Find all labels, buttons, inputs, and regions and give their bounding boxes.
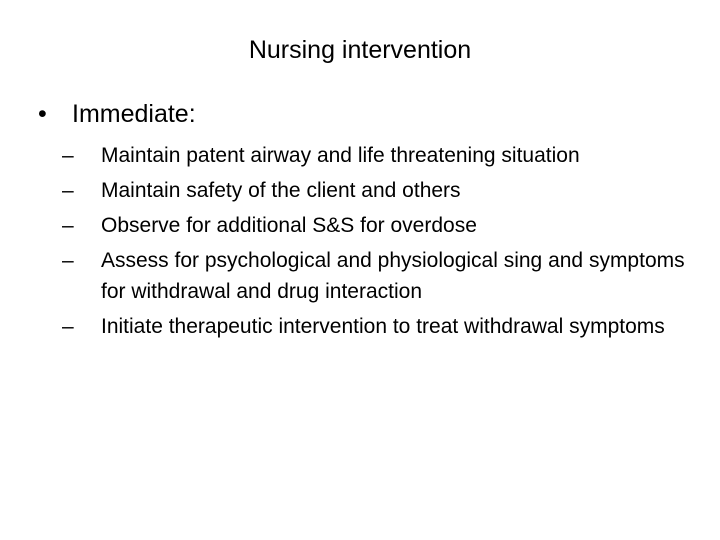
sub-bullet-item <box>38 210 698 241</box>
sub-bullet-text: Initiate therapeutic intervention to treat withdrawal symptoms <box>101 315 665 338</box>
sub-bullet-list <box>38 140 698 342</box>
dash-marker: – <box>62 179 74 202</box>
slide-title: Nursing intervention <box>248 36 472 64</box>
sub-bullet-item <box>38 245 698 307</box>
sub-bullet-item <box>38 311 698 342</box>
slide-content <box>38 96 698 346</box>
sub-bullet-text: Observe for additional S&S for overdose <box>101 214 477 237</box>
sub-bullet-item <box>38 140 698 171</box>
bullet-marker: • <box>38 100 47 128</box>
sub-bullet-item <box>38 175 698 206</box>
dash-marker: – <box>62 249 74 272</box>
dash-marker: – <box>62 144 74 167</box>
sub-bullet-text: Assess for psychological and physiological sing and symptoms for withdrawal and drug interaction <box>101 249 685 303</box>
dash-marker: – <box>62 214 74 237</box>
sub-bullet-text: Maintain patent airway and life threatening situation <box>101 144 580 167</box>
bullet-label: Immediate: <box>72 100 196 128</box>
dash-marker: – <box>62 315 74 338</box>
sub-bullet-text: Maintain safety of the client and others <box>101 179 461 202</box>
bullet-item <box>38 96 698 132</box>
